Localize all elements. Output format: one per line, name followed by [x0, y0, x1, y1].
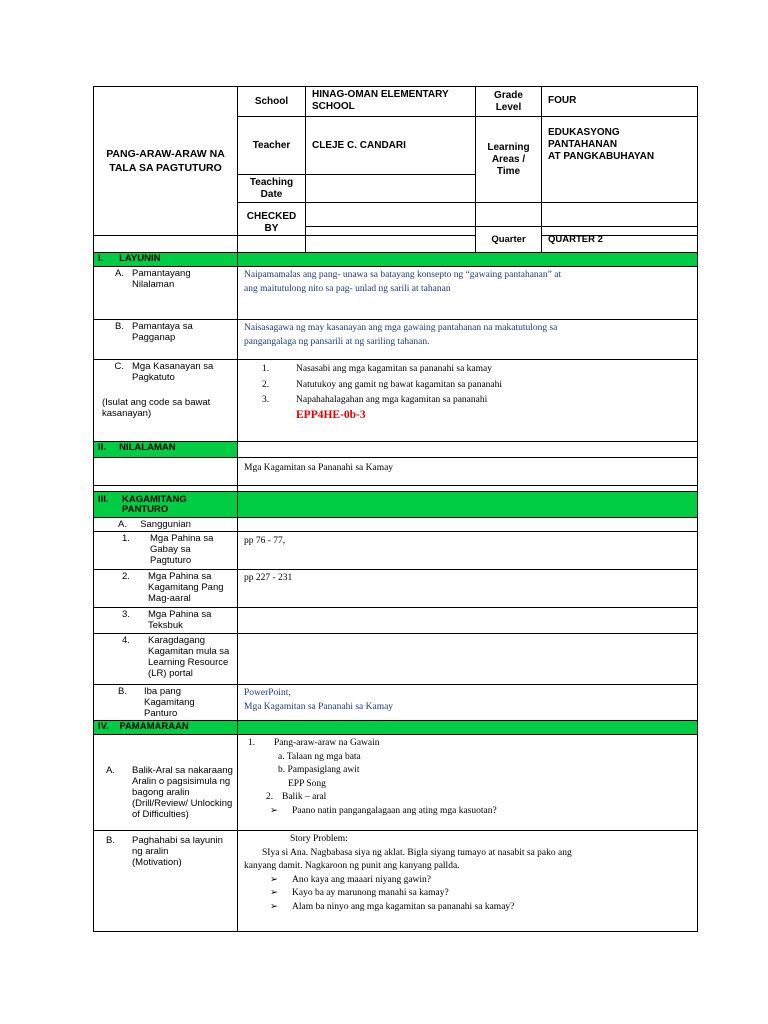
iba-pang-kagamitan-label [94, 685, 238, 721]
note-line: kasanayan) [102, 408, 152, 419]
grade-label-line-2: Level [495, 101, 522, 113]
label-text [132, 268, 191, 290]
label-line: Nilalaman [132, 279, 175, 290]
label-num: A. [106, 765, 115, 776]
kagamitang-pang-mag-aaral-label [94, 570, 238, 608]
teacher-value: CLEJE C. CANDARI [306, 117, 476, 175]
main-table [93, 252, 698, 932]
label-text [132, 765, 233, 820]
item-num: 1. [248, 738, 256, 748]
label-line: Kagamitang Pang [148, 582, 224, 593]
label-line: Mga Pahina sa [148, 571, 212, 582]
label-num: A. [118, 519, 127, 530]
label-num: B. [115, 321, 124, 332]
teksbuk-text [238, 608, 698, 634]
document-title [94, 87, 238, 236]
label-num: 4. [122, 635, 130, 646]
quarter-row-table [93, 226, 698, 253]
checked-cell-bottom [238, 227, 306, 253]
arrow-icon: ➢ [270, 874, 278, 885]
section-num: II. [98, 442, 106, 453]
sanggunian-label [94, 518, 238, 532]
label-row [98, 533, 233, 566]
list-item [244, 379, 691, 393]
label-line: Panturo [144, 708, 178, 719]
item-num: 3. [262, 395, 270, 405]
school-value [306, 87, 476, 117]
note-line: (Isulat ang code sa bawat [102, 397, 211, 408]
item-text: Natutukoy ang gamit ng bawat kagamitan sa pananahi [296, 379, 503, 390]
teaching-date-label [238, 175, 306, 203]
label-num: 1. [122, 533, 130, 544]
label-line: (LR) portal [148, 668, 193, 679]
label-row [98, 765, 233, 820]
label-row [98, 635, 233, 679]
section-nilalaman-header [94, 442, 238, 458]
pamantayan-sa-pagganap-text [238, 320, 698, 360]
item-text: Balik – aral [282, 792, 327, 802]
text-line: ang maitutulong nito sa pag- unlad ng sarili at tahanan [244, 283, 451, 294]
learning-areas-value [542, 117, 698, 203]
text-line: Naipamamalas ang pang- unawa sa batayang konsepto ng “gawaing pantahanan” at [244, 270, 562, 280]
arrow-text: Kayo ba ay marunong manahi sa kamay? [292, 888, 449, 898]
arrow-item [244, 805, 691, 819]
label-num: B. [118, 686, 127, 697]
label-line: Pagtuturo [150, 555, 192, 566]
section-title: NILALAMAN [119, 442, 176, 453]
learning-areas-label [476, 117, 542, 203]
label-line: Pamantayang [132, 268, 191, 279]
story-line: SIya si Ana. Nagbabasa siya ng aklat. Bigla siyang tumayo at nasabit sa pako ang [262, 847, 572, 858]
label-num: 3. [122, 609, 130, 620]
label-line: bagong aralin [132, 787, 190, 798]
item-text: Napahahalagahan ang mga kagamitan sa pananahi [296, 395, 488, 405]
label-text [144, 686, 233, 719]
mga-kasanayan-label [94, 360, 238, 442]
arrow-item [244, 901, 691, 915]
text-line: pangangalaga ng pansarili at ng sariling tahanan. [244, 336, 430, 347]
label-line: Mga Kasanayan sa [132, 361, 214, 372]
grade-level-value: FOUR [542, 87, 698, 117]
story-title: Story Problem: [290, 834, 348, 844]
section-nilalaman-header-right [238, 442, 698, 458]
kagamitang-pang-mag-aaral-text: pp 227 - 231 [238, 570, 698, 608]
arrow-item [244, 887, 691, 901]
balik-aral-content [238, 735, 698, 831]
label-line: Aralin o pagsisimula ng [132, 776, 231, 787]
school-value-line-1: HINAG-OMAN ELEMENTARY [312, 89, 449, 100]
checked-line-1: CHECKED [246, 211, 297, 222]
section-title: PAMAMARAAN [119, 721, 189, 732]
arrow-icon: ➢ [270, 901, 278, 912]
arrow-item [244, 874, 691, 888]
arrow-icon: ➢ [270, 805, 278, 816]
label-num: B. [106, 835, 115, 846]
pamantayan-sa-pagganap-label [94, 320, 238, 360]
section-num: I. [98, 253, 104, 264]
label-line: Iba pang Kagamitang [144, 686, 195, 708]
lr-portal-text [238, 634, 698, 685]
label-row [98, 686, 233, 719]
teaching-date-value [306, 175, 476, 203]
label-line: (Motivation) [132, 857, 182, 868]
pamantayang-nilalaman-label [94, 267, 238, 320]
arrow-text: Alam ba ninyo ang mga kagamitan sa pananahi sa kamay? [292, 901, 515, 912]
sub-item: a. Talaan ng mga bata [278, 751, 361, 762]
pamantayang-nilalaman-text [238, 267, 698, 320]
section-pamamaraan-header-right [238, 721, 698, 735]
label-line: (Drill/Review/ Unlocking [132, 798, 233, 809]
section-num: III. [98, 493, 109, 505]
teaching-date-line-1: Teaching [249, 176, 294, 188]
learning-label-line-1: Learning [487, 141, 530, 153]
label-text [132, 321, 193, 343]
list-item [244, 394, 691, 408]
label-line: Balik-Aral sa nakaraang [132, 765, 233, 776]
text-line: PowerPoint, [244, 688, 291, 698]
label-line: Mga Pahina sa [150, 533, 214, 544]
gabay-pagtuturo-text: pp 76 - 77, [238, 532, 698, 570]
title-line: PANTURO [122, 503, 169, 515]
header-table [93, 86, 698, 236]
quarter-value: QUARTER 2 [542, 227, 698, 253]
paghahabi-content [238, 831, 698, 932]
title-line: KAGAMITANG [122, 493, 187, 505]
label-row [98, 835, 233, 868]
sub-item: b. Pampasiglang awit [278, 765, 360, 775]
list-item [244, 737, 691, 751]
checked-by-value [306, 227, 476, 253]
item-text: Pang-araw-araw na Gawain [274, 738, 380, 748]
text-line: Mga Kagamitan sa Pananahi sa Kamay [244, 701, 394, 712]
section-layunin-header-right [238, 253, 698, 267]
quarter-label: Quarter [476, 227, 542, 253]
label-line: Gabay sa [150, 544, 191, 555]
lr-portal-label [94, 634, 238, 685]
label-num: C. [114, 361, 124, 372]
label-line: ng aralin [132, 846, 169, 857]
arrow-icon: ➢ [270, 888, 278, 898]
label-line: Karagdagang [148, 635, 206, 646]
section-title [122, 495, 187, 515]
label-num: A. [115, 268, 124, 279]
label-line: Mga Pahina sa [148, 609, 212, 620]
section-title: LAYUNIN [119, 253, 161, 264]
label-line: of Difficulties) [132, 809, 189, 820]
teaching-date-line-2: Date [260, 188, 283, 200]
iba-pang-kagamitan-text [238, 685, 698, 721]
section-kagamitan-header [94, 492, 238, 518]
label-line: Teksbuk [148, 620, 183, 631]
label-line: Pamantaya sa [132, 321, 193, 332]
label-row [98, 609, 233, 631]
learning-label-line-2: Areas / [491, 153, 526, 165]
nilalaman-text: Mga Kagamitan sa Pananahi sa Kamay [238, 458, 698, 486]
grade-label-line-1: Grade [494, 89, 523, 101]
label-row [98, 571, 233, 604]
title-cell-bottom [94, 227, 238, 253]
arrow-text: Ano kaya ang maaari niyang gawin? [292, 874, 432, 885]
list-item [244, 363, 691, 377]
label-line: Mag-aaral [148, 593, 191, 604]
label-row [98, 361, 233, 383]
section-num: IV. [98, 721, 109, 732]
label-line: Learning Resource [148, 657, 229, 668]
label-row [98, 321, 233, 343]
label-text [148, 571, 224, 604]
section-kagamitan-header-right [238, 492, 698, 518]
learning-value-line-2: AT PANGKABUHAYAN [548, 151, 655, 162]
code-note [98, 397, 233, 419]
learning-label-line-3: Time [496, 165, 521, 177]
gabay-pagtuturo-label [94, 532, 238, 570]
school-value-line-2: SCHOOL [312, 101, 355, 112]
story-line: kanyang damit. Nagkaroon ng punit ang kanyang pallda. [244, 861, 460, 871]
paghahabi-label [94, 831, 238, 932]
sub-item: EPP Song [288, 778, 326, 789]
competency-code: EPP4HE-0b-3 [296, 408, 366, 421]
label-line: Pagkatuto [132, 372, 175, 383]
balik-aral-label [94, 735, 238, 831]
label-text [132, 361, 213, 383]
label-line: Kagamitan mula sa [148, 646, 230, 657]
learning-value-line-1: EDUKASYONG PANTAHANAN [548, 127, 620, 150]
label-line: Paghahabi sa layunin [132, 835, 223, 846]
arrow-text: Paano natin pangangalagaan ang ating mga kasuotan? [292, 805, 497, 816]
section-pamamaraan-header [94, 721, 238, 735]
item-text: Nasasabi ang mga kagamitan sa pananahi sa kamay [296, 364, 492, 374]
text-line: Naisasagawa ng may kasanayan ang mga gawaing pantahanan na makatutulong sa [244, 323, 558, 333]
label-text [148, 533, 213, 566]
item-num: 2. [266, 792, 274, 802]
label-text [148, 635, 229, 679]
label-num: 2. [122, 571, 130, 582]
nilalaman-left [94, 458, 238, 486]
label-text: Sanggunian [140, 519, 191, 530]
mga-kasanayan-list [238, 360, 698, 442]
item-num: 1. [262, 364, 270, 374]
teacher-label: Teacher [238, 117, 306, 175]
label-row [98, 268, 233, 290]
title-line-2: TALA SA PAGTUTURO [109, 162, 222, 174]
sanggunian-right [238, 518, 698, 532]
header-row [98, 495, 233, 515]
teksbuk-label [94, 608, 238, 634]
item-num: 2. [262, 379, 270, 390]
list-item [244, 791, 691, 805]
grade-level-label [476, 87, 542, 117]
checked-line-2: BY [264, 223, 279, 234]
title-line-1: PANG-ARAW-ARAW NA [106, 148, 225, 160]
label-text [132, 835, 223, 868]
school-label: School [238, 87, 306, 117]
label-text [148, 609, 211, 631]
section-layunin-header [94, 253, 238, 267]
label-line: Pagganap [132, 332, 176, 343]
